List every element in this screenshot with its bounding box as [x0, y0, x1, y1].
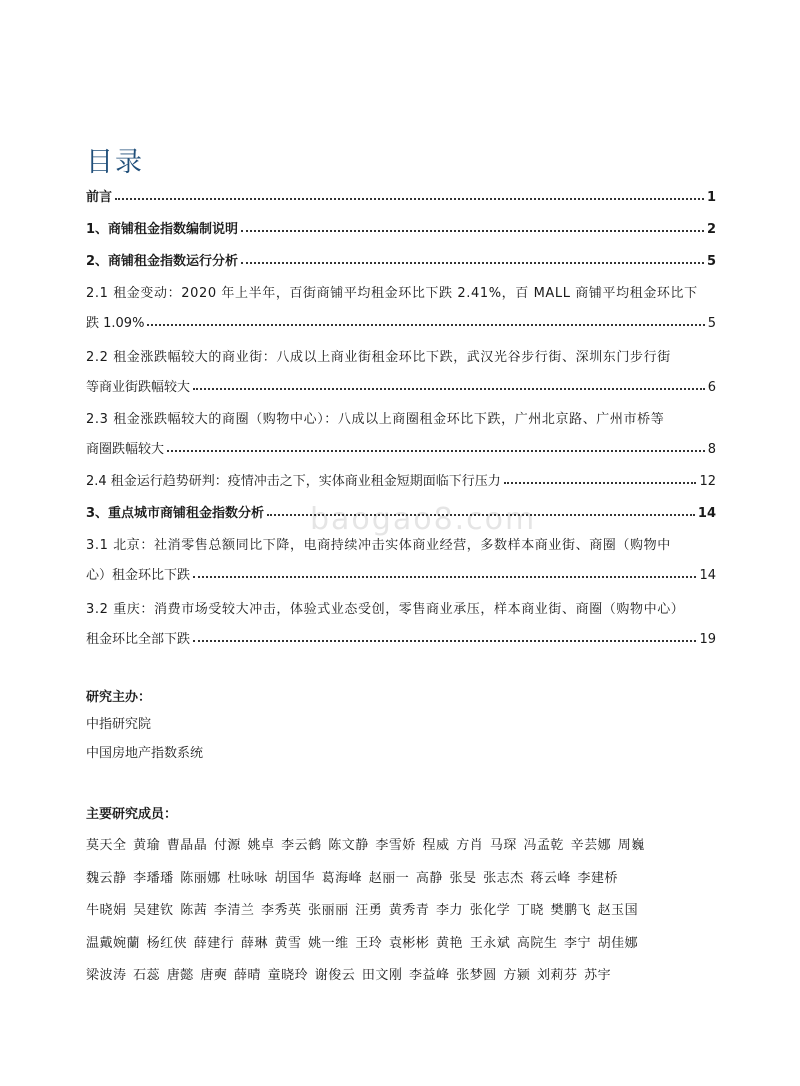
sponsor-label: 研究主办： — [86, 690, 152, 705]
toc-page-number: 14 — [699, 568, 716, 583]
toc-page-number: 8 — [707, 442, 716, 457]
watermark: baogao8.com — [310, 502, 537, 537]
toc-entry-3-2[interactable] — [86, 628, 716, 648]
toc-entry-2-3-line1[interactable]: 2.3 租金涨跌幅较大的商圈（购物中心）：八成以上商圈租金环比下跌，广州北京路、广州市桥等 — [86, 412, 665, 427]
toc-entry-2-2[interactable] — [86, 376, 716, 396]
toc-page-number: 14 — [697, 506, 716, 521]
toc-entry-section-2[interactable] — [86, 250, 716, 270]
toc-entry-3-1[interactable] — [86, 564, 716, 584]
sponsor-org: 中国房地产指数系统 — [86, 746, 204, 761]
toc-entry-text: 2.4 租金运行趋势研判：疫情冲击之下，实体商业租金短期面临下行压力 — [86, 474, 501, 489]
toc-entry-text: 商圈跌幅较大 — [86, 442, 165, 457]
members-label: 主要研究成员： — [86, 807, 178, 822]
toc-page-number: 1 — [706, 190, 716, 205]
toc-entry-text: 心）租金环比下跌 — [86, 568, 191, 583]
toc-entry-2-3[interactable] — [86, 438, 716, 458]
toc-page-number: 2 — [706, 222, 716, 237]
toc-entry-text: 租金环比全部下跌 — [86, 632, 191, 647]
members-list — [86, 834, 726, 997]
toc-page-number: 6 — [707, 380, 716, 395]
toc-entry-text: 跌 1.09% — [86, 316, 145, 331]
sponsor-org: 中指研究院 — [86, 717, 152, 732]
toc-entry-text: 3、重点城市商铺租金指数分析 — [86, 506, 265, 521]
toc-entry-text: 等商业街跌幅较大 — [86, 380, 191, 395]
toc-entry-text: 前言 — [86, 190, 113, 205]
toc-page-number: 19 — [699, 632, 716, 647]
dot-leader — [267, 514, 695, 516]
dot-leader — [504, 482, 697, 484]
dot-leader — [147, 324, 704, 326]
toc-title: 目录 — [86, 147, 144, 178]
toc-entry-2-1[interactable] — [86, 312, 716, 332]
dot-leader — [115, 198, 704, 200]
toc-entry-2-4[interactable] — [86, 470, 716, 490]
dot-leader — [241, 262, 704, 264]
toc-page-number: 5 — [706, 254, 716, 269]
toc-entry-2-2-line1[interactable]: 2.2 租金涨跌幅较大的商业街：八成以上商业街租金环比下跌，武汉光谷步行街、深圳东门步行街 — [86, 350, 671, 365]
toc-entry-section-1[interactable] — [86, 218, 716, 238]
members-row: 魏云静 李璠璠 陈丽娜 杜咏咏 胡国华 葛海峰 赵丽一 高静 张旻 张志杰 蒋云峰 李建桥 — [86, 870, 618, 886]
toc-entry-section-3[interactable] — [86, 502, 716, 522]
members-row: 莫天全 黄瑜 曹晶晶 付源 姚卓 李云鹤 陈文静 李雪娇 程威 方肖 马琛 冯孟乾 辛芸娜 周巍 — [86, 838, 645, 853]
toc-entry-3-2-line1[interactable]: 3.2 重庆：消费市场受较大冲击，体验式业态受创，零售商业承压，样本商业街、商圈（购物中心） — [86, 602, 685, 617]
dot-leader — [193, 388, 705, 390]
toc-page-number: 12 — [699, 474, 716, 489]
dot-leader — [193, 640, 696, 642]
members-row: 梁波涛 石蕊 唐懿 唐奭 薛晴 童晓玲 谢俊云 田文刚 李益峰 张梦圆 方颍 刘莉芬 苏宇 — [86, 968, 612, 983]
dot-leader — [167, 450, 705, 452]
toc-entry-2-1-line1[interactable]: 2.1 租金变动：2020 年上半年，百街商铺平均租金环比下跌 2.41%，百 MALL 商铺平均租金环比下 — [86, 286, 698, 301]
toc-entry-3-1-line1[interactable]: 3.1 北京：社消零售总额同比下降，电商持续冲击实体商业经营，多数样本商业街、商圈（购物中 — [86, 538, 671, 553]
dot-leader — [241, 230, 704, 232]
toc-entry-text: 1、商铺租金指数编制说明 — [86, 222, 239, 237]
toc-entry-preface[interactable] — [86, 186, 716, 206]
toc-page-number: 5 — [707, 316, 716, 331]
dot-leader — [193, 576, 696, 578]
members-row: 温戴婉蘭 杨红侠 薛建行 薛琳 黄雪 姚一维 王玲 袁彬彬 黄艳 王永斌 高院生 李宁 胡佳娜 — [86, 935, 639, 951]
members-row: 牛晓娟 吴建钦 陈茜 李清兰 李秀英 张丽丽 汪勇 黄秀青 李力 张化学 丁晓 樊鹏飞 赵玉国 — [86, 903, 639, 918]
toc-entry-text: 2、商铺租金指数运行分析 — [86, 254, 239, 269]
